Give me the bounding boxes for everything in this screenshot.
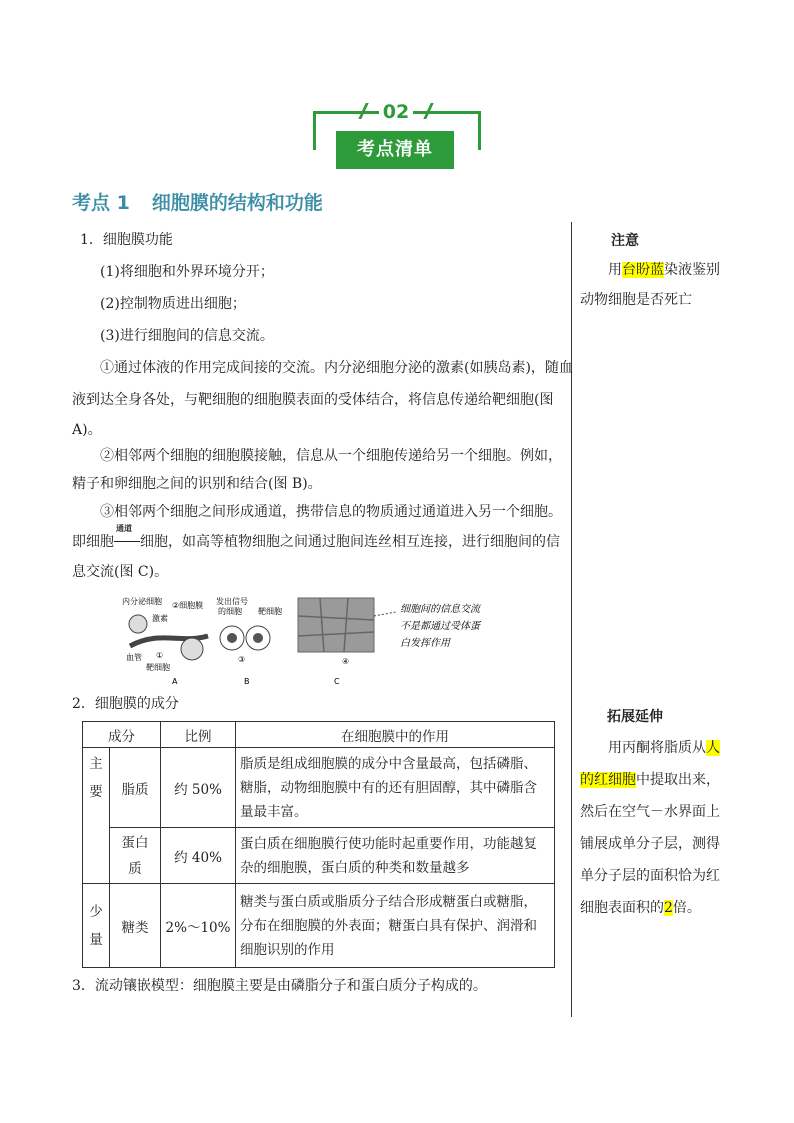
table-header-row [83,722,555,748]
fig-c-caption: C [334,677,340,686]
function-3: (3)进行细胞间的信息交流。 [100,328,274,344]
figure-b [216,596,282,686]
side-note-highlight: 台盼蓝 [622,262,664,278]
header-component: 成分 [83,722,161,748]
side-note-1c: 染液鉴别 [664,262,720,278]
topic-title [72,188,323,215]
fig-a-label-vessel: 血管 [126,653,142,662]
table-row [83,748,555,828]
para-c-line3: 息交流(图 C)。 [72,564,169,580]
row-name: 蛋白质 [110,828,161,884]
heading-fluid-mosaic: 3．流动镶嵌模型：细胞膜主要是由磷脂分子和蛋白质分子构成的。 [72,978,487,994]
channel-arrow [114,523,140,549]
channel-arrow-line [114,541,140,542]
fig-a-label-secreting: 内分泌细胞 [122,597,162,606]
fig-b-label-target: 靶细胞 [258,607,282,616]
fig-a-label-1: ① [156,651,164,660]
signal-cell-nucleus [227,633,237,643]
header-ratio: 比例 [161,722,236,748]
fig-note-line3: 白发挥作用 [400,638,450,649]
side-ext-line4: 铺展成单分子层，测得 [580,836,720,852]
note-arrow [374,612,396,616]
table-row [83,828,555,884]
table-row [83,884,555,968]
header-function: 在细胞膜中的作用 [236,722,555,748]
side-ext-6b: 2 [664,900,673,916]
section-label: 考点清单 [336,131,454,169]
side-ext-6c: 倍。 [672,900,701,916]
fig-note-line1: 细胞间的信息交流 [400,604,480,615]
topic-prefix: 考点 1 [72,192,130,214]
target-cell-a-shape [181,638,203,660]
function-1: (1)将细胞和外界环境分开； [100,264,274,280]
para-b-line2: 精子和卵细胞之间的识别和结合(图 B)。 [72,476,322,492]
side-ext-line3: 然后在空气－水界面上 [580,804,720,820]
row-desc: 脂质是组成细胞膜的成分中含量最高，包括磷脂、糖脂，动物细胞膜中有的还有胆固醇，其中磷脂含量最丰富。 [236,748,555,828]
side-ext-line1 [608,732,720,764]
side-note-title: 注意 [611,233,639,249]
para-a-line3: A)。 [72,422,102,438]
fig-c-label-4: ④ [342,657,350,666]
side-note-line2: 动物细胞是否死亡 [580,292,692,308]
channel-arrow-label: 通道 [116,523,132,533]
group-minor: 少量 [83,884,110,968]
fig-b-label-3: ③ [238,655,246,664]
side-ext-2a: 的红细胞 [580,772,636,788]
fig-a-label-membrane: ②细胞膜 [172,601,204,610]
fig-note-line2: 不是都通过受体蛋 [400,621,480,632]
fig-b-caption: B [244,677,250,686]
composition-table [82,721,555,968]
side-ext-1a: 用丙酮将脂质从 [608,740,706,756]
fig-a-caption: A [172,677,178,686]
row-name: 脂质 [110,748,161,828]
side-ext-2b: 中提取出来， [636,772,720,788]
side-ext-1b: 人 [706,740,720,756]
heading-composition: 2．细胞膜的成分 [72,696,179,712]
plant-cells-image [298,598,374,652]
side-ext-6a: 细胞表面积的 [580,900,664,916]
function-2: (2)控制物质进出细胞； [100,296,246,312]
side-note-1a: 用 [608,262,622,278]
group-main: 主要 [83,748,110,884]
target-cell-b-nucleus [253,633,263,643]
para-c-cell2: 细胞，如高等植物细胞之间通过胞间连丝相互连接，进行细胞间的信 [140,534,560,550]
row-ratio: 约 40% [161,828,236,884]
para-b-line1: ②相邻两个细胞的细胞膜接触，信息从一个细胞传递给另一个细胞。例如， [100,448,562,464]
side-ext-line6 [580,892,701,924]
section-header-badge [313,101,479,171]
heading-function: 1．细胞膜功能 [80,232,173,248]
para-c-line1: ③相邻两个细胞之间形成通道，携带信息的物质通过通道进入另一个细胞。 [100,504,562,520]
side-note-line1 [608,254,720,286]
row-desc: 糖类与蛋白质或脂质分子结合形成糖蛋白或糖脂，分布在细胞膜的外表面；糖蛋白具有保护、润滑和细胞识别的作用 [236,884,555,968]
para-c-line2 [72,523,560,558]
section-number: 02 [379,101,413,123]
para-a-line2: 液到达全身各处，与靶细胞的细胞膜表面的受体结合，将信息传递给靶细胞(图 [72,392,554,408]
side-ext-line2 [580,764,720,796]
para-c-cell1: 即细胞 [72,534,114,550]
row-desc: 蛋白质在细胞膜行使功能时起重要作用，功能越复杂的细胞膜，蛋白质的种类和数量越多 [236,828,555,884]
fig-b-label-send1: 发出信号 [216,597,248,606]
fig-b-label-send2: 的细胞 [218,607,242,616]
figure-c [298,598,482,686]
row-ratio: 2%～10% [161,884,236,968]
row-name: 糖类 [110,884,161,968]
side-ext-title: 拓展延伸 [607,709,663,725]
para-a-line1: ①通过体液的作用完成间接的交流。内分泌细胞分泌的激素(如胰岛素)，随血 [100,360,573,376]
figure-a [122,596,208,686]
signaling-figure [120,594,580,686]
side-ext-line5: 单分子层的面积恰为红 [580,868,720,884]
secreting-cell-shape [129,615,147,633]
fig-a-label-hormone: 激素 [152,614,168,623]
topic-name: 细胞膜的结构和功能 [151,192,323,214]
fig-a-label-target: 靶细胞 [146,663,170,672]
row-ratio: 约 50% [161,748,236,828]
